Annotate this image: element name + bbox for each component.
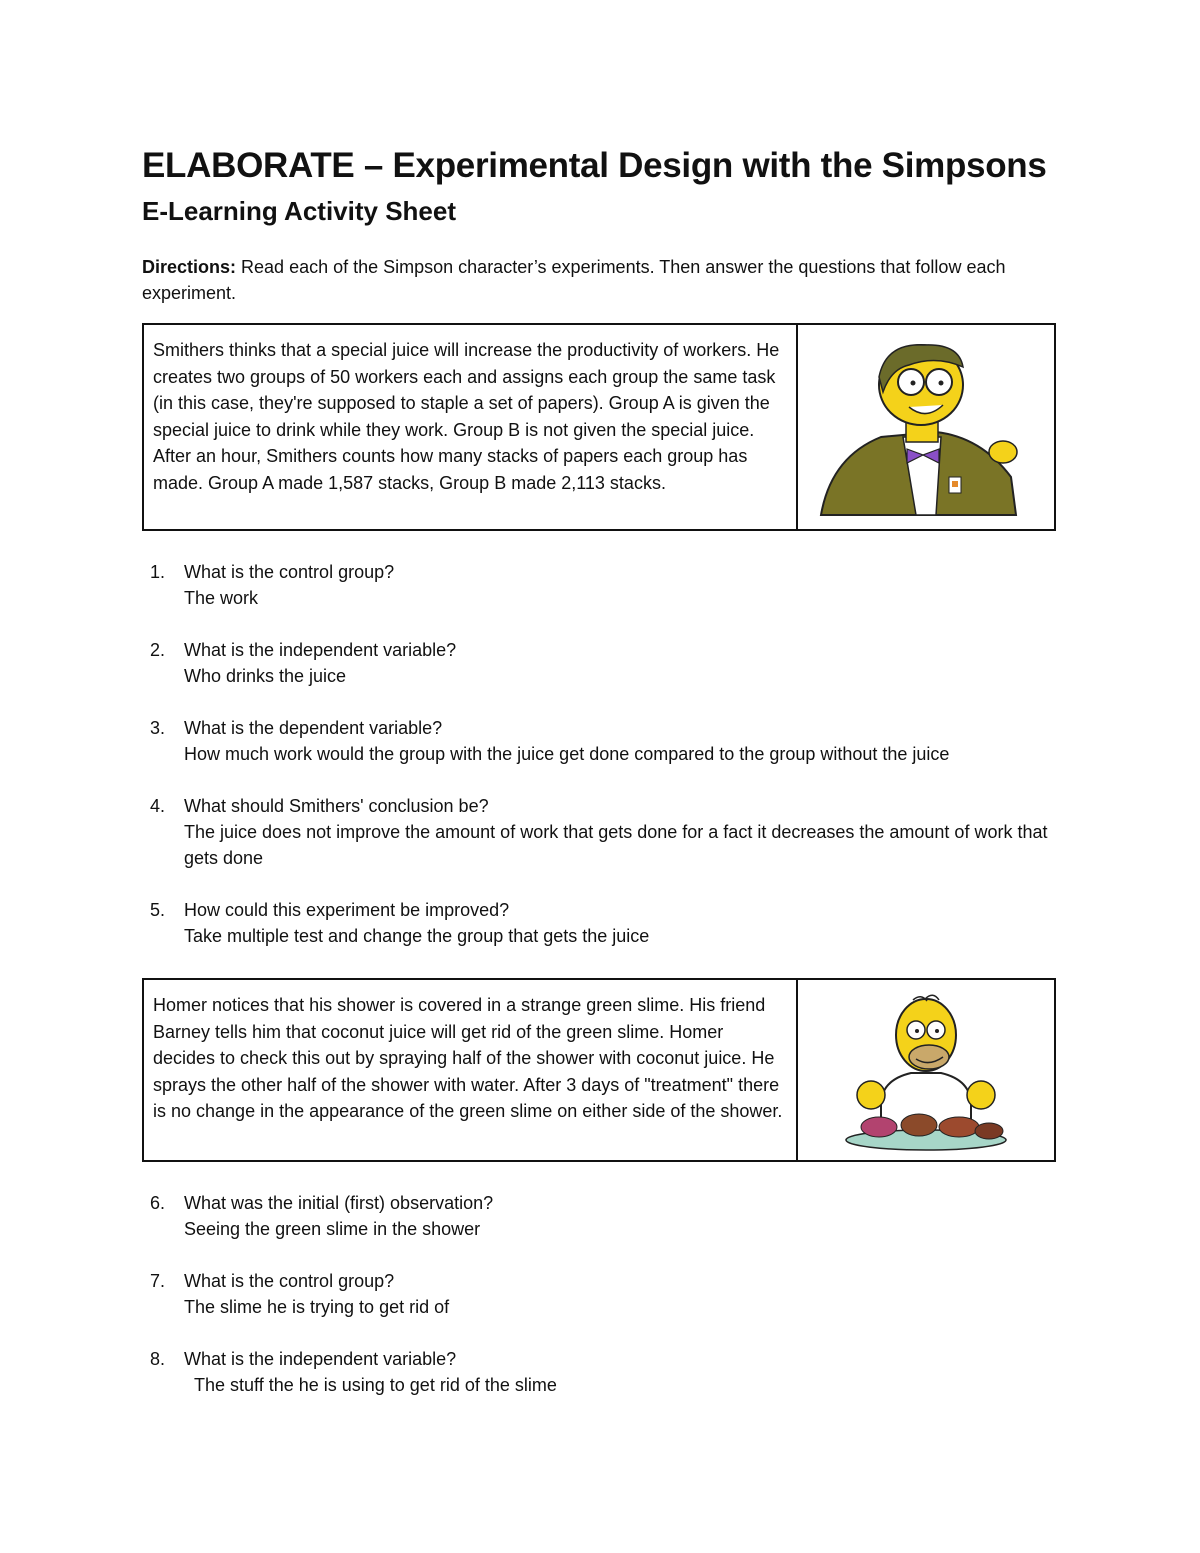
question-list-homer: [150, 1190, 1070, 1398]
answer-text: The work: [184, 588, 259, 608]
question-text: What is the control group?: [184, 562, 395, 582]
question-number: 2.: [150, 640, 166, 660]
scenario-text: Homer notices that his shower is covered in a strange green slime. His friend Barney tells him that coconut juice will get rid of the green slime. Homer decides to check this out by spraying half of the shower with coconut juice. He sprays the other half of the shower with water. After 3 days of "treatment" there is no change in the appearance of the green slime on either side of the shower.: [144, 980, 798, 1160]
scenario-box-smithers: [142, 323, 1056, 531]
answer-text: Seeing the green slime in the shower: [184, 1219, 481, 1239]
question-text: What is the control group?: [184, 1271, 395, 1291]
scenario-box-homer: [142, 978, 1056, 1162]
smithers-character-icon: [798, 325, 1054, 529]
answer-text: The stuff the he is using to get rid of the slime: [194, 1375, 557, 1395]
question-number: 1.: [150, 562, 166, 582]
scenario-text: Smithers thinks that a special juice will increase the productivity of workers. He creates two groups of 50 workers each and assigns each group the same task (in this case, they're supposed to staple a set of papers). Group A is given the special juice to drink while they work. Group B is not given the special juice. After an hour, Smithers counts how many stacks of papers each group has made. Group A made 1,587 stacks, Group B made 2,113 stacks.: [144, 325, 798, 529]
question-text: What is the independent variable?: [184, 1349, 457, 1369]
question-number: 5.: [150, 900, 166, 920]
question-text: What was the initial (first) observation?: [184, 1193, 494, 1213]
directions-text: Read each of the Simpson character’s experiments. Then answer the questions that follow each experiment.: [142, 257, 1006, 303]
list-item: [150, 897, 1070, 949]
question-list-smithers: [150, 559, 1070, 949]
list-item: [150, 715, 1070, 767]
list-item: [150, 1268, 1070, 1320]
question-number: 6.: [150, 1193, 166, 1213]
question-text: What is the independent variable?: [184, 640, 457, 660]
answer-text: How much work would the group with the juice get done compared to the group without the juice: [184, 744, 950, 764]
page-subtitle: E-Learning Activity Sheet: [142, 196, 456, 226]
list-item: [150, 1190, 1070, 1242]
list-item: [150, 793, 1070, 871]
answer-text: Take multiple test and change the group that gets the juice: [184, 926, 650, 946]
directions-label: Directions:: [142, 257, 237, 277]
homer-character-icon: [798, 980, 1054, 1160]
question-number: 8.: [150, 1349, 166, 1369]
answer-text: The juice does not improve the amount of work that gets done for a fact it decreases the amount of work that gets done: [184, 822, 1048, 868]
list-item: [150, 1346, 1070, 1398]
question-number: 3.: [150, 718, 166, 738]
question-number: 7.: [150, 1271, 166, 1291]
directions: [142, 254, 1062, 306]
question-number: 4.: [150, 796, 166, 816]
list-item: [150, 559, 1070, 611]
question-text: What is the dependent variable?: [184, 718, 443, 738]
answer-text: The slime he is trying to get rid of: [184, 1297, 450, 1317]
list-item: [150, 637, 1070, 689]
question-text: How could this experiment be improved?: [184, 900, 510, 920]
page-title: ELABORATE – Experimental Design with the Simpsons: [142, 146, 1047, 185]
question-text: What should Smithers' conclusion be?: [184, 796, 489, 816]
answer-text: Who drinks the juice: [184, 666, 347, 686]
